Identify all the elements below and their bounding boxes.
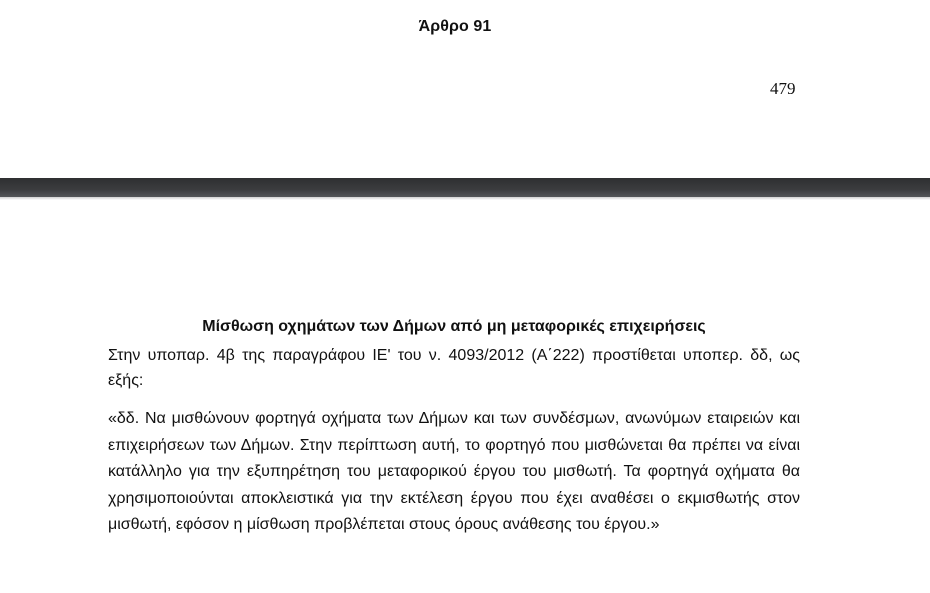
page-number: 479 (770, 79, 796, 98)
previous-page (0, 0, 930, 178)
article-title: Άρθρο 91 (418, 18, 492, 35)
page-separator (0, 178, 930, 197)
intro-paragraph: Στην υποπαρ. 4β της παραγράφου ΙΕ' του ν. 4093/2012 (Α΄222) προστίθεται υποπερ. δδ, ως εξής: (108, 347, 800, 389)
quoted-provision: «δδ. Να μισθώνουν φορτηγά οχήματα των Δήμων και των συνδέσμων, ανωνύμων εταιρειών και επιχειρήσεων των Δήμων. Στην περίπτωση αυτή, το φορτηγό που μισθώνεται θα πρέπει να είναι κατάλληλο για την εξυπηρέτηση του μεταφορικού έργου του μισθωτή. Τα φορτηγά οχήματα θα χρησιμοποιούνται αποκλειστικά για την εκτέλεση έργου που έχει αναθέσει ο εκμισθωτής στον μισθωτή, εφόσον η μίσθωση προβλέπεται στους όρους ανάθεσης του έργου.» (108, 410, 800, 533)
section-heading: Μίσθωση οχημάτων των Δήμων από μη μεταφορικές επιχειρήσεις (202, 318, 706, 335)
